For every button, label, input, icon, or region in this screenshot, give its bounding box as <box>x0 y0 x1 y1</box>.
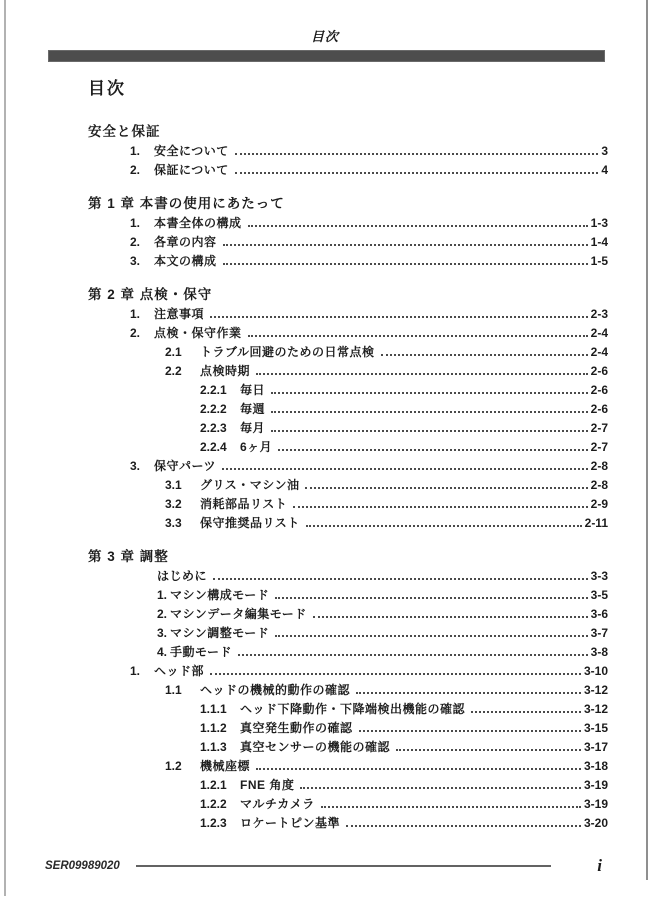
entry-label: トラブル回避のための日常点検 <box>200 345 375 359</box>
toc-entry <box>88 586 608 605</box>
toc-entry <box>88 662 608 681</box>
entry-page-number: 3 <box>601 144 608 158</box>
section-heading: 安全と保証 <box>88 124 161 139</box>
entry-label: 毎月 <box>240 421 266 435</box>
toc-entry <box>88 757 608 776</box>
entry-page-number: 3-15 <box>583 721 608 735</box>
toc-entry <box>88 400 608 419</box>
toc-section <box>88 284 608 533</box>
entry-label: 保守推奨品リスト <box>200 516 300 530</box>
entry-number: 2.2.3 <box>200 421 227 435</box>
toc-entry <box>88 343 608 362</box>
entry-label: ヘッド部 <box>154 664 205 678</box>
entry-label: 毎週 <box>240 402 266 416</box>
entry-label: 安全について <box>154 144 229 158</box>
entry-number: 3. <box>157 626 168 640</box>
entry-page-number: 1-3 <box>590 216 608 230</box>
toc-entry <box>88 324 608 343</box>
entry-number: 3.3 <box>165 516 182 530</box>
entry-page-number: 1-4 <box>590 235 608 249</box>
toc-entry <box>88 700 608 719</box>
entry-page-number: 2-3 <box>590 307 608 321</box>
entry-page-number: 2-8 <box>590 459 608 473</box>
dot-leader <box>275 635 587 637</box>
entry-number: 1.1 <box>165 683 182 697</box>
page-title: 目次 <box>88 79 126 98</box>
footer-page-number: i <box>597 856 602 875</box>
entry-page-number: 3-6 <box>590 607 608 621</box>
entry-number: 2. <box>157 607 168 621</box>
toc-entry <box>88 457 608 476</box>
entry-label: 6ヶ月 <box>240 440 273 454</box>
entry-label: 本書全体の構成 <box>154 216 242 230</box>
entry-number: 2.2.2 <box>200 402 227 416</box>
toc-entry <box>88 795 608 814</box>
entry-label: 手動モード <box>170 645 233 659</box>
dot-leader <box>235 153 599 155</box>
dot-leader <box>210 316 588 318</box>
entry-number: 3.1 <box>165 478 182 492</box>
dot-leader <box>359 730 581 732</box>
entry-label: マルチカメラ <box>240 797 315 811</box>
dot-leader <box>306 525 582 527</box>
toc-entry <box>88 142 608 161</box>
entry-number: 2.2.4 <box>200 440 227 454</box>
section-heading: 第 1 章 本書の使用にあたって <box>88 196 285 211</box>
toc-entry <box>88 495 608 514</box>
entry-label: 本文の構成 <box>154 254 217 268</box>
dot-leader <box>305 487 587 489</box>
toc-entry <box>88 381 608 400</box>
entry-number: 3. <box>130 459 141 473</box>
dot-leader <box>275 597 587 599</box>
dot-leader <box>210 673 581 675</box>
entry-label: はじめに <box>157 569 208 583</box>
entry-label: マシン構成モード <box>170 588 270 602</box>
dot-leader <box>222 468 588 470</box>
dot-leader <box>271 430 588 432</box>
entry-label: 保守パーツ <box>154 459 217 473</box>
entry-page-number: 3-12 <box>583 683 608 697</box>
toc-entry <box>88 161 608 180</box>
entry-page-number: 1-5 <box>590 254 608 268</box>
document-number: SER09989020 <box>45 860 120 872</box>
entry-page-number: 2-7 <box>590 440 608 454</box>
entry-label: ヘッドの機械的動作の確認 <box>200 683 351 697</box>
toc-entry <box>88 305 608 324</box>
dot-leader <box>471 711 581 713</box>
toc-entry <box>88 438 608 457</box>
entry-number: 1.1.1 <box>200 702 227 716</box>
toc <box>88 121 608 833</box>
entry-number: 2.2 <box>165 364 182 378</box>
entry-number: 1.1.2 <box>200 721 227 735</box>
toc-entry <box>88 252 608 271</box>
toc-entry <box>88 362 608 381</box>
toc-entry <box>88 419 608 438</box>
entry-number: 3.2 <box>165 497 182 511</box>
dot-leader <box>256 373 588 375</box>
toc-entry <box>88 776 608 795</box>
entry-number: 1. <box>130 307 141 321</box>
dot-leader <box>381 354 588 356</box>
entry-label: 注意事項 <box>154 307 205 321</box>
dot-leader <box>300 787 581 789</box>
entry-page-number: 3-8 <box>590 645 608 659</box>
toc-entry <box>88 514 608 533</box>
toc-entry <box>88 643 608 662</box>
entry-label: 点検時期 <box>200 364 251 378</box>
entry-page-number: 2-4 <box>590 326 608 340</box>
entry-number: 1.1.3 <box>200 740 227 754</box>
dot-leader <box>271 392 588 394</box>
entry-page-number: 2-7 <box>590 421 608 435</box>
entry-page-number: 3-18 <box>583 759 608 773</box>
scan-edge-right <box>646 0 648 880</box>
entry-number: 3. <box>130 254 141 268</box>
entry-number: 2.2.1 <box>200 383 227 397</box>
entry-number: 2. <box>130 326 141 340</box>
entry-page-number: 2-6 <box>590 364 608 378</box>
dot-leader <box>271 411 588 413</box>
entry-label: 真空センサーの機能の確認 <box>240 740 391 754</box>
toc-entry <box>88 624 608 643</box>
running-header-title: 目次 <box>310 29 339 44</box>
dot-leader <box>396 749 581 751</box>
entry-page-number: 3-19 <box>583 778 608 792</box>
toc-entry <box>88 476 608 495</box>
entry-number: 4. <box>157 645 168 659</box>
entry-number: 1.2.2 <box>200 797 227 811</box>
entry-label: 毎日 <box>240 383 266 397</box>
entry-page-number: 3-12 <box>583 702 608 716</box>
entry-number: 2.1 <box>165 345 182 359</box>
entry-number: 2. <box>130 235 141 249</box>
section-heading: 第 2 章 点検・保守 <box>88 287 213 302</box>
entry-page-number: 3-10 <box>583 664 608 678</box>
footer-rule <box>136 865 551 867</box>
toc-entry <box>88 605 608 624</box>
entry-label: マシンデータ編集モード <box>170 607 307 621</box>
dot-leader <box>213 578 588 580</box>
dot-leader <box>356 692 581 694</box>
toc-entry <box>88 719 608 738</box>
dot-leader <box>248 225 588 227</box>
entry-page-number: 3-7 <box>590 626 608 640</box>
scan-edge-left <box>4 0 6 896</box>
entry-page-number: 4 <box>601 163 608 177</box>
entry-label: ヘッド下降動作・下降端検出機能の確認 <box>240 702 466 716</box>
toc-entry <box>88 233 608 252</box>
toc-entry <box>88 214 608 233</box>
entry-number: 1. <box>157 588 168 602</box>
toc-entry <box>88 738 608 757</box>
entry-page-number: 2-4 <box>590 345 608 359</box>
toc-entry <box>88 814 608 833</box>
dot-leader <box>256 768 581 770</box>
entry-number: 1.2.3 <box>200 816 227 830</box>
entry-page-number: 3-3 <box>590 569 608 583</box>
entry-number: 1.2.1 <box>200 778 227 792</box>
entry-page-number: 3-17 <box>583 740 608 754</box>
entry-label: ロケートピン基準 <box>240 816 341 830</box>
dot-leader <box>313 616 588 618</box>
entry-page-number: 2-8 <box>590 478 608 492</box>
header-rule-bar <box>48 50 605 62</box>
toc-section <box>88 193 608 271</box>
dot-leader <box>321 806 581 808</box>
entry-page-number: 3-19 <box>583 797 608 811</box>
entry-label: FNE 角度 <box>240 778 295 792</box>
dot-leader <box>293 506 587 508</box>
entry-label: 消耗部品リスト <box>200 497 288 511</box>
entry-page-number: 3-5 <box>590 588 608 602</box>
entry-page-number: 3-20 <box>583 816 608 830</box>
entry-label: 保証について <box>154 163 229 177</box>
section-heading: 第 3 章 調整 <box>88 549 169 564</box>
entry-label: 真空発生動作の確認 <box>240 721 353 735</box>
dot-leader <box>248 335 588 337</box>
entry-number: 1.2 <box>165 759 182 773</box>
toc-section <box>88 121 608 180</box>
entry-label: 機械座標 <box>200 759 251 773</box>
entry-number: 1. <box>130 664 141 678</box>
dot-leader <box>346 825 581 827</box>
dot-leader <box>223 244 588 246</box>
entry-page-number: 2-6 <box>590 402 608 416</box>
entry-label: 各章の内容 <box>154 235 217 249</box>
dot-leader <box>223 263 588 265</box>
entry-page-number: 2-6 <box>590 383 608 397</box>
toc-entry <box>88 681 608 700</box>
entry-page-number: 2-9 <box>590 497 608 511</box>
page-footer <box>45 856 610 876</box>
entry-page-number: 2-11 <box>584 516 608 530</box>
dot-leader <box>235 172 599 174</box>
dot-leader <box>238 654 588 656</box>
entry-label: マシン調整モード <box>170 626 270 640</box>
entry-number: 1. <box>130 216 141 230</box>
entry-label: 点検・保守作業 <box>154 326 242 340</box>
dot-leader <box>278 449 587 451</box>
entry-number: 2. <box>130 163 141 177</box>
entry-label: グリス・マシン油 <box>200 478 300 492</box>
toc-section <box>88 546 608 833</box>
entry-number: 1. <box>130 144 141 158</box>
toc-entry <box>88 567 608 586</box>
